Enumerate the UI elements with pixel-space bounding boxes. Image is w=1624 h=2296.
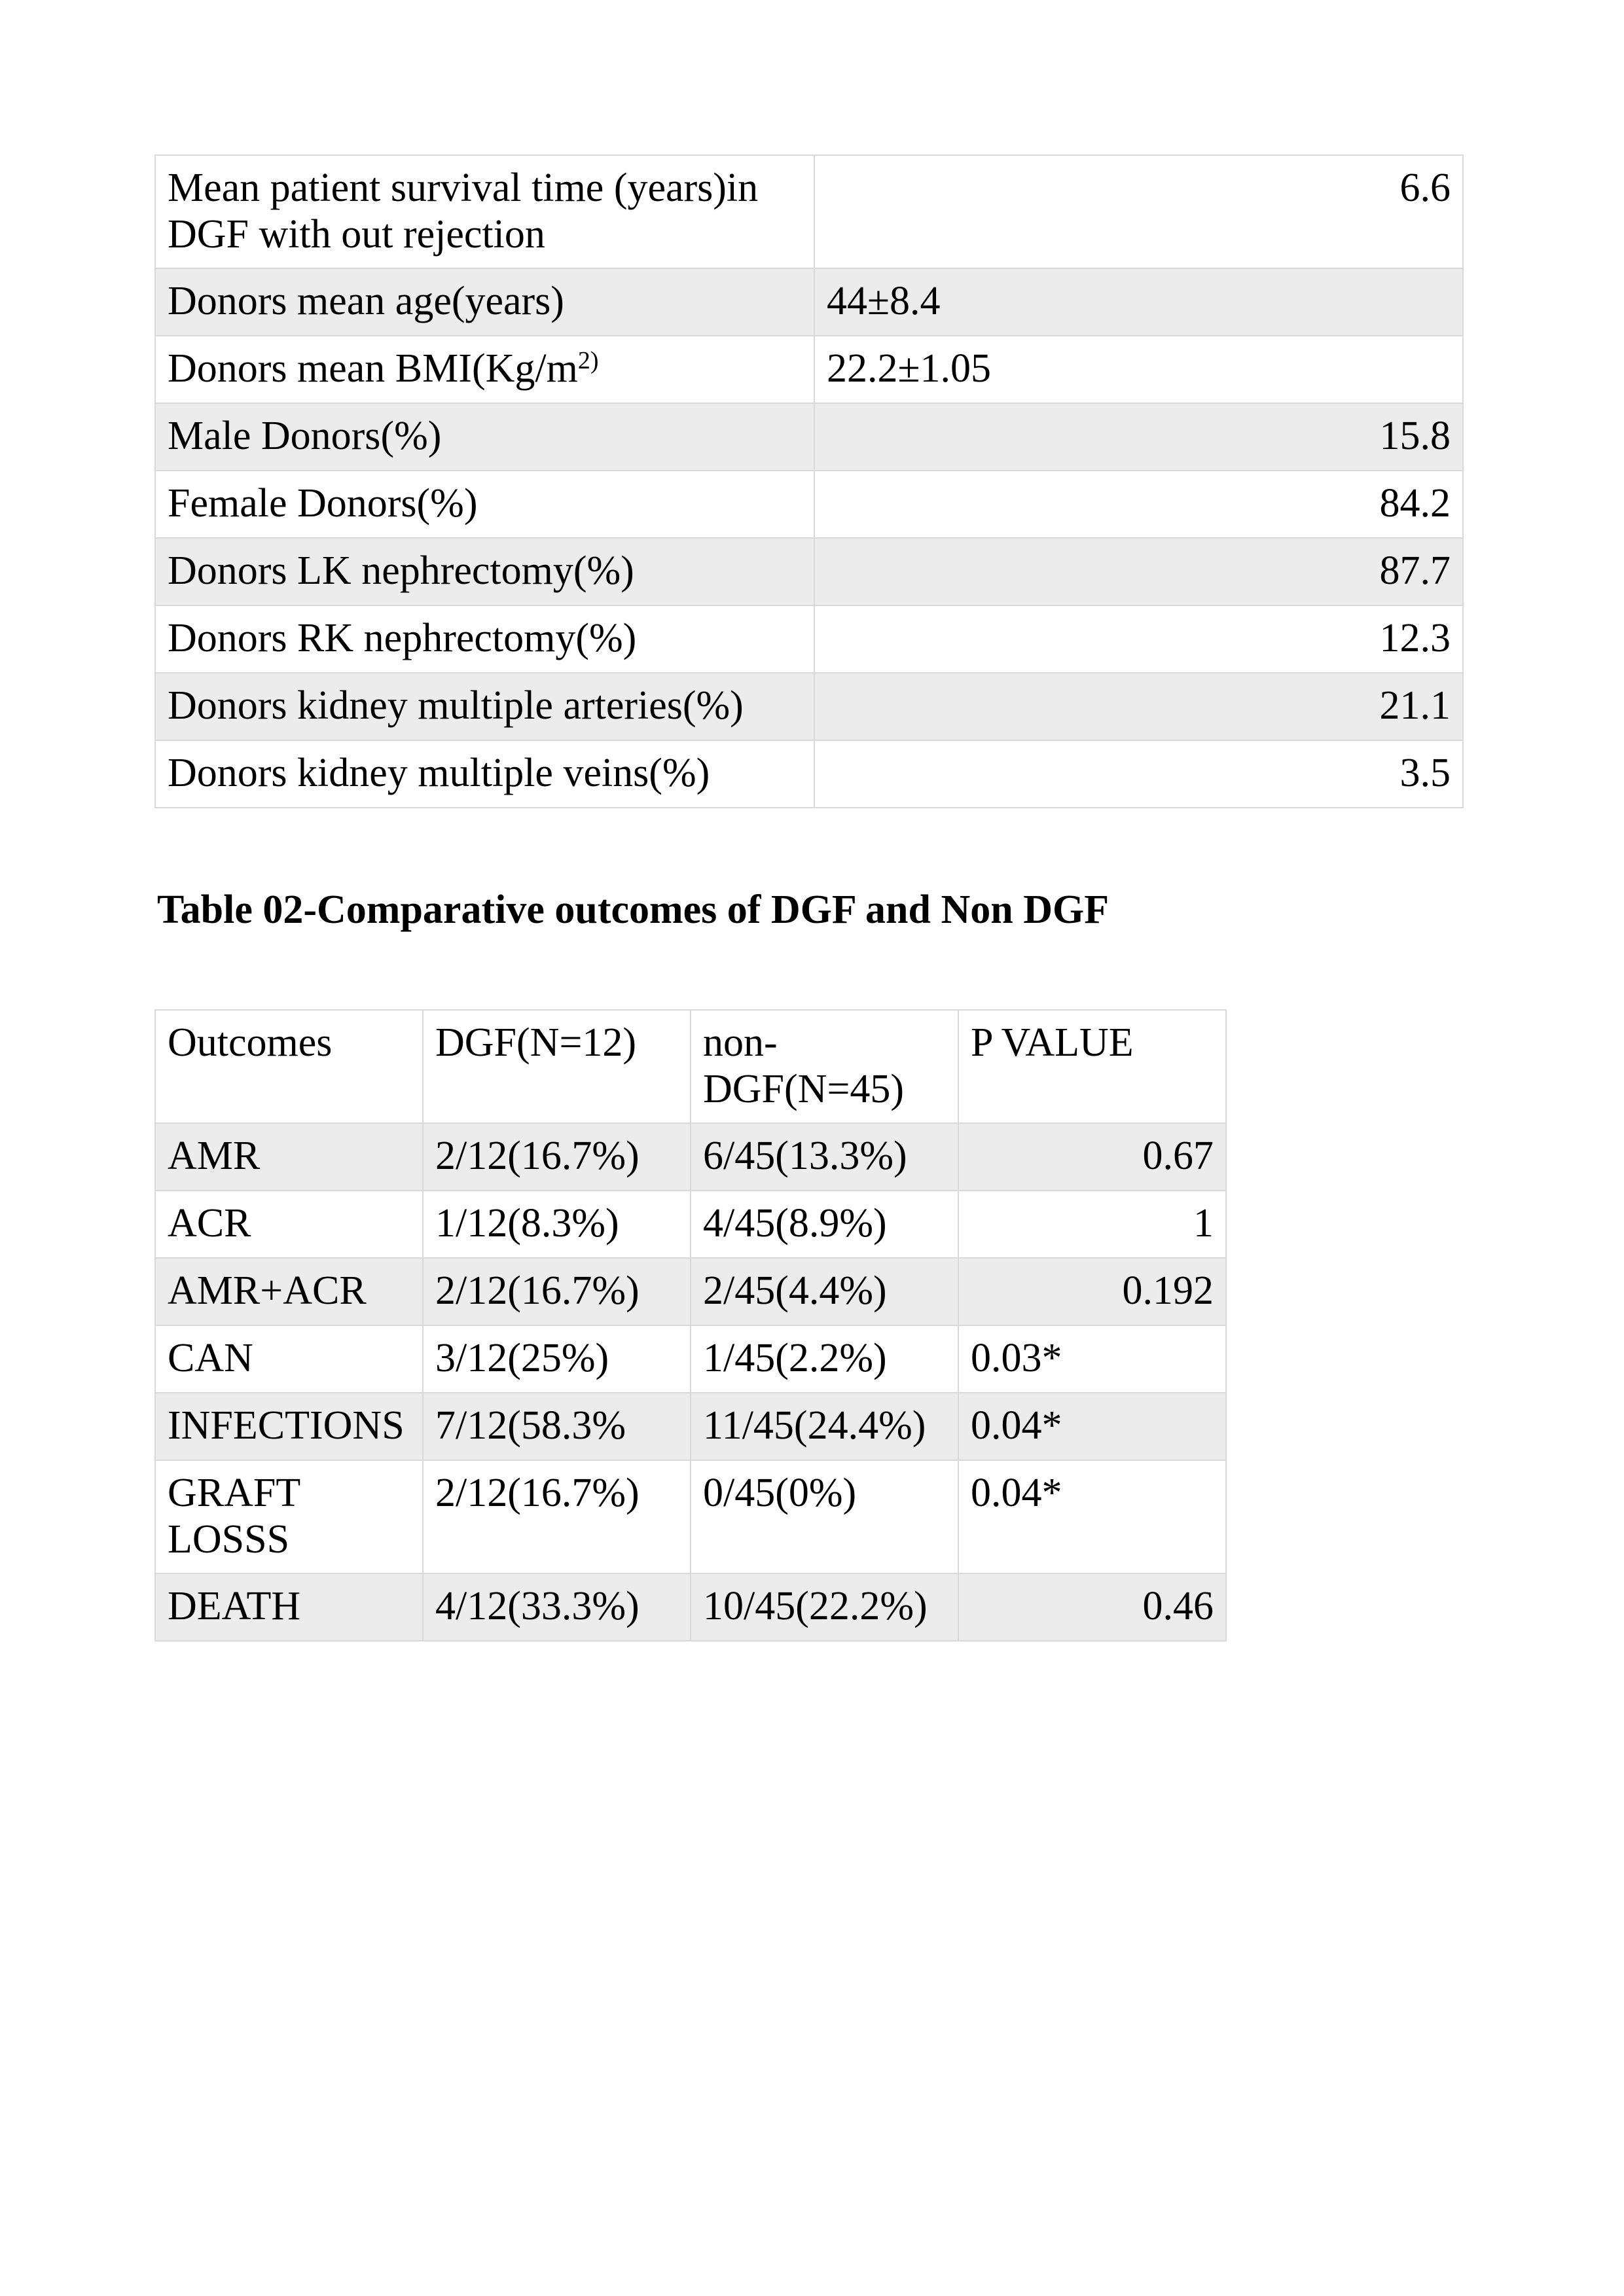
- row-label-superscript: 2): [577, 347, 599, 374]
- table-row: [155, 403, 1463, 471]
- row-label: Male Donors(%): [155, 403, 814, 471]
- dgf-cell: 1/12(8.3%): [423, 1191, 691, 1258]
- outcome-cell: INFECTIONS: [155, 1393, 423, 1460]
- p-value-cell: 1: [958, 1191, 1226, 1258]
- dgf-cell: 2/12(16.7%): [423, 1123, 691, 1191]
- table-row: [155, 673, 1463, 740]
- row-value: 44±8.4: [814, 268, 1463, 336]
- non-dgf-cell: 0/45(0%): [691, 1460, 958, 1573]
- row-value: 84.2: [814, 471, 1463, 538]
- row-label: [155, 336, 814, 403]
- p-value-cell: 0.04*: [958, 1460, 1226, 1573]
- row-value: 87.7: [814, 538, 1463, 605]
- row-value: 12.3: [814, 605, 1463, 673]
- row-label: Female Donors(%): [155, 471, 814, 538]
- p-value-cell: 0.67: [958, 1123, 1226, 1191]
- column-header-p-value: P VALUE: [958, 1010, 1226, 1123]
- non-dgf-cell: 1/45(2.2%): [691, 1325, 958, 1393]
- row-value: 6.6: [814, 155, 1463, 268]
- row-label: Donors kidney multiple arteries(%): [155, 673, 814, 740]
- outcome-cell: AMR: [155, 1123, 423, 1191]
- dgf-cell: 2/12(16.7%): [423, 1258, 691, 1325]
- column-header-non-dgf: non-DGF(N=45): [691, 1010, 958, 1123]
- outcome-cell: GRAFT LOSSS: [155, 1460, 423, 1573]
- non-dgf-cell: 4/45(8.9%): [691, 1191, 958, 1258]
- column-header-outcomes: Outcomes: [155, 1010, 423, 1123]
- outcome-cell: AMR+ACR: [155, 1258, 423, 1325]
- row-value: 22.2±1.05: [814, 336, 1463, 403]
- row-label: Mean patient survival time (years)in DGF with out rejection: [155, 155, 814, 268]
- table-row: [155, 740, 1463, 808]
- table-row: [155, 605, 1463, 673]
- table-row: [155, 1325, 1226, 1393]
- outcome-cell: ACR: [155, 1191, 423, 1258]
- table2-title: Table 02-Comparative outcomes of DGF and Non DGF: [157, 888, 1110, 932]
- table-row: [155, 1191, 1226, 1258]
- table-row: [155, 268, 1463, 336]
- p-value-cell: 0.03*: [958, 1325, 1226, 1393]
- dgf-cell: 2/12(16.7%): [423, 1460, 691, 1573]
- row-value: 3.5: [814, 740, 1463, 808]
- dgf-cell: 3/12(25%): [423, 1325, 691, 1393]
- table-row: [155, 1573, 1226, 1641]
- table-row: [155, 538, 1463, 605]
- outcomes-table: [154, 1009, 1227, 1641]
- table-header-row: [155, 1010, 1226, 1123]
- row-label: Donors LK nephrectomy(%): [155, 538, 814, 605]
- outcome-cell: DEATH: [155, 1573, 423, 1641]
- column-header-dgf: DGF(N=12): [423, 1010, 691, 1123]
- row-label-text: Donors mean BMI(Kg/m: [168, 346, 578, 391]
- dgf-cell: 7/12(58.3%: [423, 1393, 691, 1460]
- row-label: Donors mean age(years): [155, 268, 814, 336]
- row-label: Donors RK nephrectomy(%): [155, 605, 814, 673]
- non-dgf-cell: 6/45(13.3%): [691, 1123, 958, 1191]
- p-value-cell: 0.192: [958, 1258, 1226, 1325]
- p-value-cell: 0.46: [958, 1573, 1226, 1641]
- table-row: [155, 155, 1463, 268]
- row-value: 21.1: [814, 673, 1463, 740]
- table-row: [155, 336, 1463, 403]
- row-value: 15.8: [814, 403, 1463, 471]
- dgf-cell: 4/12(33.3%): [423, 1573, 691, 1641]
- outcome-cell: CAN: [155, 1325, 423, 1393]
- table-row: [155, 1460, 1226, 1573]
- donor-characteristics-table: [154, 154, 1464, 808]
- table-row: [155, 471, 1463, 538]
- non-dgf-cell: 2/45(4.4%): [691, 1258, 958, 1325]
- p-value-cell: 0.04*: [958, 1393, 1226, 1460]
- row-label: Donors kidney multiple veins(%): [155, 740, 814, 808]
- non-dgf-cell: 11/45(24.4%): [691, 1393, 958, 1460]
- non-dgf-cell: 10/45(22.2%): [691, 1573, 958, 1641]
- table-row: [155, 1123, 1226, 1191]
- table-row: [155, 1258, 1226, 1325]
- table-row: [155, 1393, 1226, 1460]
